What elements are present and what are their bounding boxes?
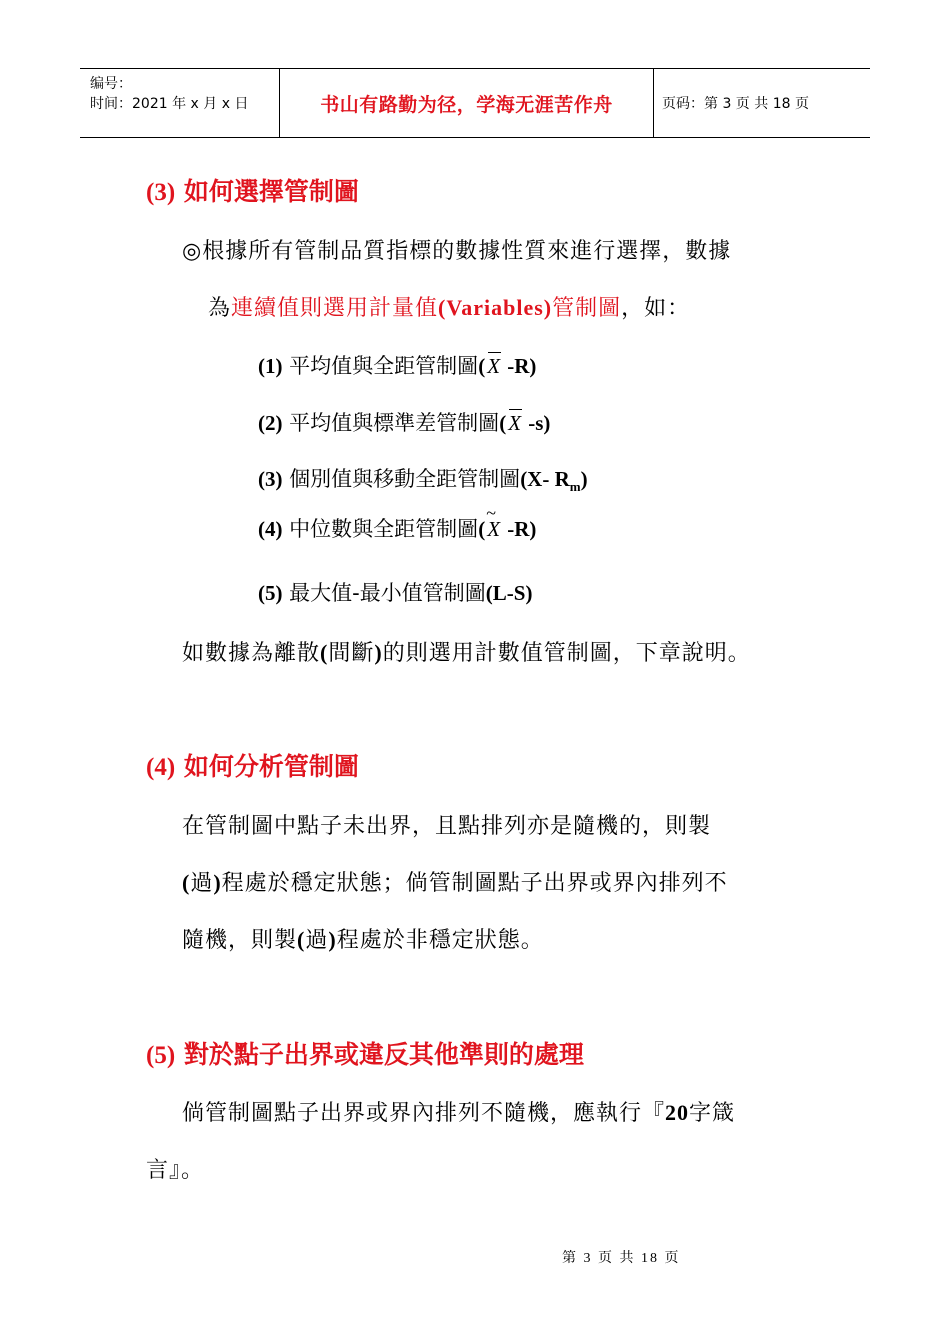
chart-type-item-4 xyxy=(258,503,537,543)
page-header xyxy=(80,68,870,138)
item-text: 平均值與全距管制圖 xyxy=(282,354,479,378)
item-close: -R) xyxy=(502,517,537,541)
section-4-paragraph-line-3 xyxy=(182,923,544,954)
item-number: (3) xyxy=(258,467,283,491)
line2-highlight-1: 連續值則選用計量值 xyxy=(231,296,439,321)
note-paren-open: ( xyxy=(320,640,329,665)
item-close-paren: ) xyxy=(580,467,588,491)
line2-prefix: 為 xyxy=(208,296,232,321)
item-open-paren: ( xyxy=(499,411,507,435)
item-text: 個別值與移動全距管制圖 xyxy=(282,467,521,491)
paren-open: ( xyxy=(297,927,306,952)
section-3-title-text: 如何選擇管制圖 xyxy=(175,177,359,206)
x-bar-symbol xyxy=(485,354,502,379)
x-bar-symbol xyxy=(506,411,523,436)
section-5-paragraph-line-2: 言』。 xyxy=(146,1158,205,1183)
header-middle-cell xyxy=(280,69,654,137)
chart-type-item-5 xyxy=(258,577,532,607)
line2-suffix: ，如： xyxy=(621,296,691,321)
paren-open: ( xyxy=(182,870,191,895)
text-part: 過 xyxy=(305,928,329,953)
section-5-title xyxy=(146,1035,584,1071)
overline-mark xyxy=(509,409,522,410)
item-close: -R) xyxy=(502,354,537,378)
text-part: 隨機，則製 xyxy=(182,928,298,953)
chart-type-item-3 xyxy=(258,463,588,495)
note-part: 的則選用計數值管制圖，下章說明。 xyxy=(382,641,751,666)
note-part: 如數據為離散 xyxy=(182,641,321,666)
item-text: 最大值-最小值管制圖 xyxy=(282,581,486,605)
item-subscript: m xyxy=(569,479,581,495)
item-number: (4) xyxy=(258,517,283,541)
header-left-cell xyxy=(80,69,280,137)
item-close: -s) xyxy=(523,411,551,435)
item-open-paren: ( xyxy=(478,354,486,378)
section-3-title xyxy=(146,172,359,208)
item-text: 平均值與標準差管制圖 xyxy=(282,411,500,435)
section-4-number: (4) xyxy=(146,754,176,781)
section-3-paragraph-line-2 xyxy=(208,291,690,322)
section-3-number: (3) xyxy=(146,179,176,206)
header-page-info: 页码：第 3 页 共 18 页 xyxy=(662,96,809,112)
paren-close: ) xyxy=(328,927,337,952)
item-close: (X- R xyxy=(520,467,570,491)
line2-highlight-2: 管制圖 xyxy=(552,296,622,321)
item-number: (2) xyxy=(258,411,283,435)
item-text: 中位數與全距管制圖 xyxy=(282,517,479,541)
x-tilde-symbol xyxy=(485,503,502,542)
item-close: (L-S) xyxy=(485,581,533,605)
text-part: 過 xyxy=(190,871,214,896)
tilde-mark: ~ xyxy=(486,503,496,523)
note-part: 間斷 xyxy=(328,641,375,666)
section-5-paragraph-line-1 xyxy=(182,1096,735,1127)
header-motto: 书山有路勤为径，学海无涯苦作舟 xyxy=(320,93,613,116)
text-part: 字箴 xyxy=(689,1101,736,1126)
symbol-letter: X xyxy=(508,411,522,435)
section-4-title-text: 如何分析管制圖 xyxy=(175,752,359,781)
section-3-paragraph-line-1: ◎根據所有管制品質指標的數據性質來進行選擇，數據 xyxy=(182,239,732,264)
section-4-title xyxy=(146,747,359,783)
chart-type-item-1 xyxy=(258,350,536,380)
number-20: 20 xyxy=(665,1100,690,1125)
text-part: 倘管制圖點子出界或界內排列不隨機，應執行『 xyxy=(182,1101,666,1126)
item-number: (1) xyxy=(258,354,283,378)
line2-highlight-variables: (Variables) xyxy=(438,295,553,320)
symbol-letter: X xyxy=(487,517,501,541)
item-number: (5) xyxy=(258,581,283,605)
section-4-paragraph-line-2 xyxy=(182,866,728,897)
overline-mark xyxy=(488,352,501,353)
text-part: 程處於非穩定狀態。 xyxy=(336,928,544,953)
section-5-title-text: 對於點子出界或違反其他準則的處理 xyxy=(175,1040,584,1069)
page-footer: 第 3 页 共 18 页 xyxy=(562,1251,681,1266)
note-paren-close: ) xyxy=(374,640,383,665)
section-4-paragraph-line-1: 在管制圖中點子未出界，且點排列亦是隨機的，則製 xyxy=(182,814,712,839)
document-date: 时间：2021 年 x 月 x 日 xyxy=(90,96,249,112)
paren-close: ) xyxy=(213,870,222,895)
item-open-paren: ( xyxy=(478,517,486,541)
symbol-letter: X xyxy=(487,354,501,378)
document-code-label: 编号： xyxy=(90,76,132,92)
section-3-note xyxy=(182,636,751,667)
section-5-number: (5) xyxy=(146,1042,176,1069)
text-part: 程處於穩定狀態；倘管制圖點子出界或界內排列不 xyxy=(221,871,728,896)
header-right-cell xyxy=(654,69,870,137)
chart-type-item-2 xyxy=(258,407,550,437)
